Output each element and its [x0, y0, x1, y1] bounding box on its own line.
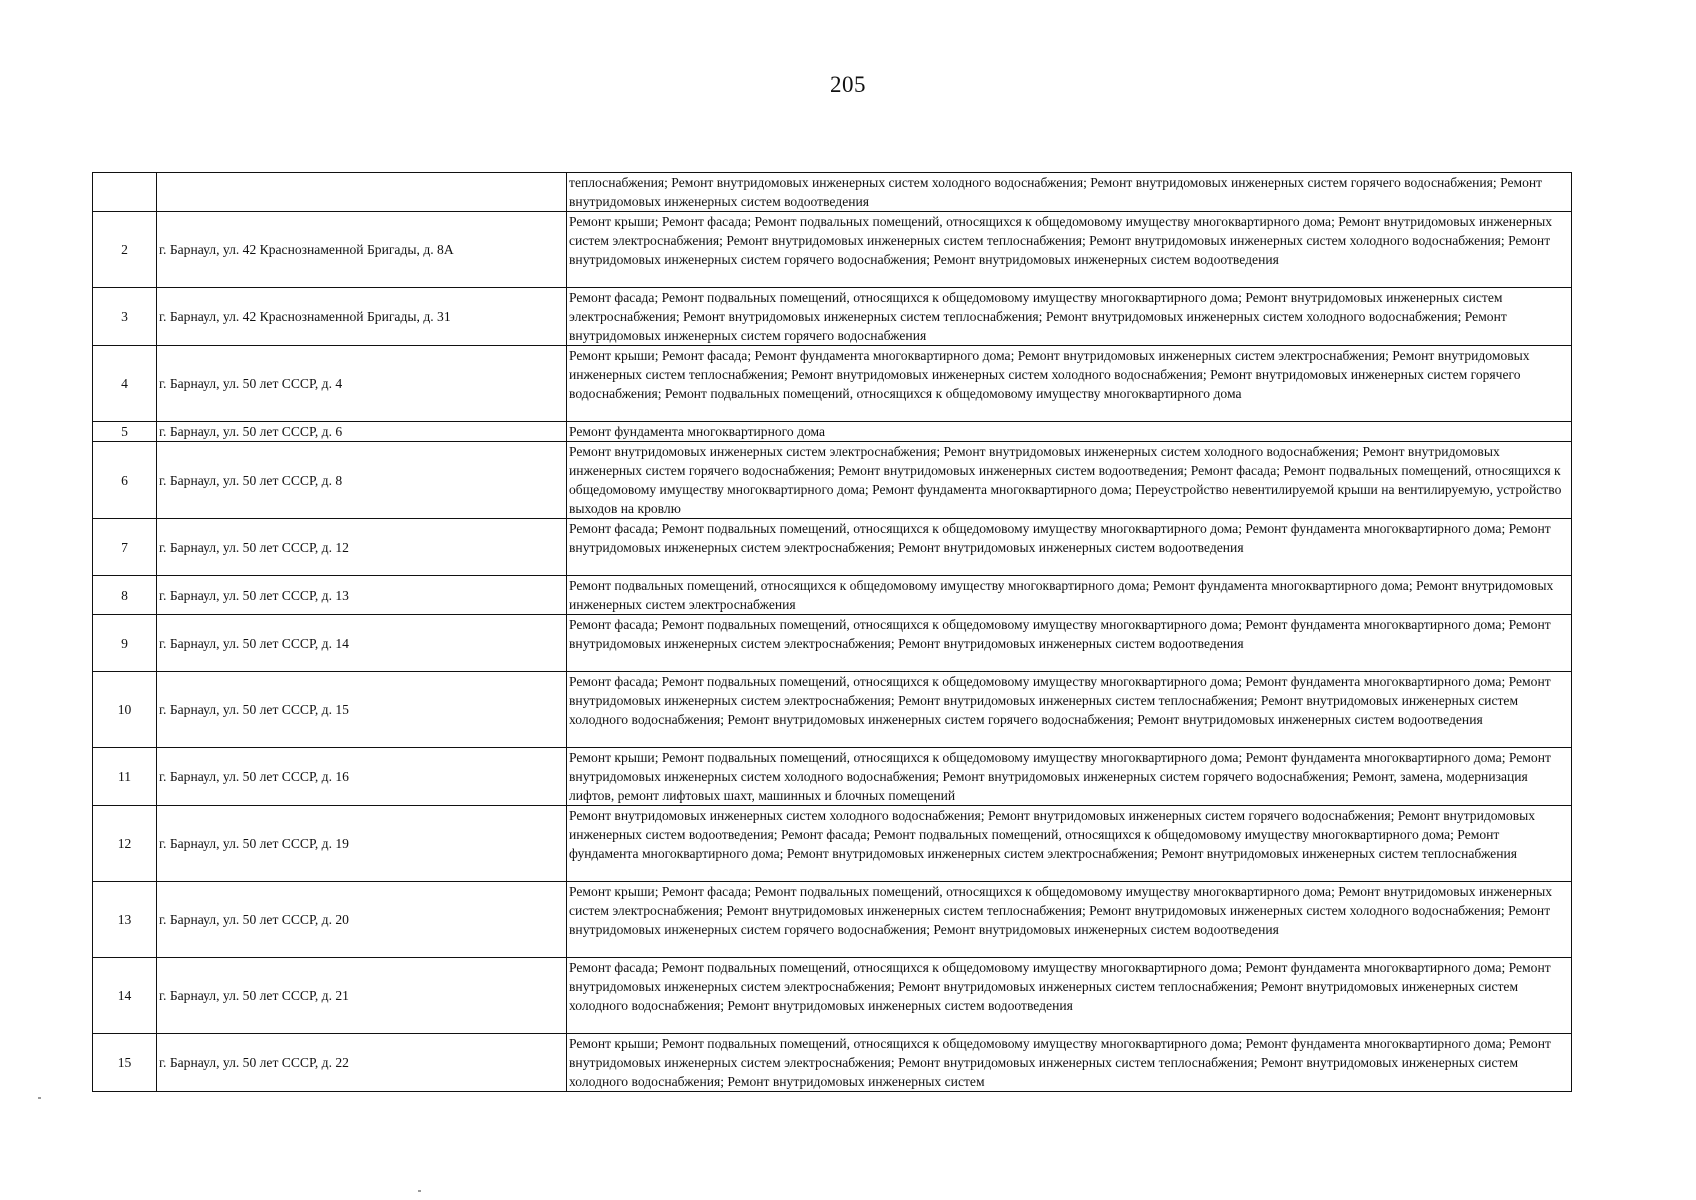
works-cell: Ремонт крыши; Ремонт фасада; Ремонт подвальных помещений, относящихся к общедомовому имуществу многоквартирного дома; Ремонт внутридомовых инженерных систем электроснабжения; Ремонт внутридомовых инженерных систем теплоснабжения; Ремонт внутридомовых инженерных систем холодного водоснабжения; Ремонт внутридомовых инженерных систем горячего водоснабжения; Ремонт внутридомовых инженерных систем водоотведения: [567, 882, 1572, 958]
row-number-cell: 2: [93, 212, 157, 288]
table-row: [93, 288, 1572, 346]
row-number-cell: 8: [93, 576, 157, 615]
address-cell: г. Барнаул, ул. 50 лет СССР, д. 8: [157, 442, 567, 519]
address-cell: г. Барнаул, ул. 50 лет СССР, д. 20: [157, 882, 567, 958]
table-row: [93, 806, 1572, 882]
table-row: [93, 173, 1572, 212]
repair-works-table: [92, 172, 1572, 1092]
works-cell: Ремонт крыши; Ремонт фасада; Ремонт фундамента многоквартирного дома; Ремонт внутридомовых инженерных систем электроснабжения; Ремонт внутридомовых инженерных систем теплоснабжения; Ремонт внутридомовых инженерных систем холодного водоснабжения; Ремонт внутридомовых инженерных систем горячего водоснабжения; Ремонт подвальных помещений, относящихся к общедомовому имуществу многоквартирного дома: [567, 346, 1572, 422]
works-cell: теплоснабжения; Ремонт внутридомовых инженерных систем холодного водоснабжения; Ремонт внутридомовых инженерных систем горячего водоснабжения; Ремонт внутридомовых инженерных систем водоотведения: [567, 173, 1572, 212]
table-row: [93, 1034, 1572, 1092]
table-row: [93, 346, 1572, 422]
address-cell: г. Барнаул, ул. 50 лет СССР, д. 14: [157, 615, 567, 672]
works-cell: Ремонт фасада; Ремонт подвальных помещений, относящихся к общедомовому имуществу многоквартирного дома; Ремонт внутридомовых инженерных систем электроснабжения; Ремонт внутридомовых инженерных систем теплоснабжения; Ремонт внутридомовых инженерных систем холодного водоснабжения; Ремонт внутридомовых инженерных систем горячего водоснабжения: [567, 288, 1572, 346]
table-row: [93, 212, 1572, 288]
works-cell: Ремонт подвальных помещений, относящихся к общедомовому имуществу многоквартирного дома; Ремонт фундамента многоквартирного дома; Ремонт внутридомовых инженерных систем электроснабжения: [567, 576, 1572, 615]
address-cell: г. Барнаул, ул. 50 лет СССР, д. 4: [157, 346, 567, 422]
address-cell: г. Барнаул, ул. 50 лет СССР, д. 15: [157, 672, 567, 748]
address-cell: г. Барнаул, ул. 50 лет СССР, д. 12: [157, 519, 567, 576]
table-row: [93, 576, 1572, 615]
address-cell: г. Барнаул, ул. 50 лет СССР, д. 13: [157, 576, 567, 615]
table-row: [93, 615, 1572, 672]
row-number-cell: 9: [93, 615, 157, 672]
row-number-cell: 11: [93, 748, 157, 806]
table-row: [93, 672, 1572, 748]
works-cell: Ремонт крыши; Ремонт подвальных помещений, относящихся к общедомовому имуществу многоквартирного дома; Ремонт фундамента многоквартирного дома; Ремонт внутридомовых инженерных систем холодного водоснабжения; Ремонт внутридомовых инженерных систем горячего водоснабжения; Ремонт, замена, модернизация лифтов, ремонт лифтовых шахт, машинных и блочных помещений: [567, 748, 1572, 806]
row-number-cell: 12: [93, 806, 157, 882]
scan-speck: [418, 1190, 421, 1192]
row-number-cell: [93, 173, 157, 212]
table-row: [93, 422, 1572, 442]
works-cell: Ремонт крыши; Ремонт подвальных помещений, относящихся к общедомовому имуществу многоквартирного дома; Ремонт фундамента многоквартирного дома; Ремонт внутридомовых инженерных систем электроснабжения; Ремонт внутридомовых инженерных систем теплоснабжения; Ремонт внутридомовых инженерных систем холодного водоснабжения; Ремонт внутридомовых инженерных систем: [567, 1034, 1572, 1092]
row-number-cell: 6: [93, 442, 157, 519]
row-number-cell: 13: [93, 882, 157, 958]
address-cell: г. Барнаул, ул. 42 Краснознаменной Бригады, д. 8А: [157, 212, 567, 288]
address-cell: г. Барнаул, ул. 50 лет СССР, д. 6: [157, 422, 567, 442]
row-number-cell: 5: [93, 422, 157, 442]
table-row: [93, 958, 1572, 1034]
page-number: 205: [830, 72, 866, 97]
works-cell: Ремонт фасада; Ремонт подвальных помещений, относящихся к общедомовому имуществу многоквартирного дома; Ремонт фундамента многоквартирного дома; Ремонт внутридомовых инженерных систем электроснабжения; Ремонт внутридомовых инженерных систем теплоснабжения; Ремонт внутридомовых инженерных систем холодного водоснабжения; Ремонт внутридомовых инженерных систем водоотведения: [567, 958, 1572, 1034]
address-cell: г. Барнаул, ул. 50 лет СССР, д. 22: [157, 1034, 567, 1092]
table-row: [93, 519, 1572, 576]
works-cell: Ремонт фасада; Ремонт подвальных помещений, относящихся к общедомовому имуществу многоквартирного дома; Ремонт фундамента многоквартирного дома; Ремонт внутридомовых инженерных систем электроснабжения; Ремонт внутридомовых инженерных систем водоотведения: [567, 615, 1572, 672]
row-number-cell: 14: [93, 958, 157, 1034]
works-cell: Ремонт крыши; Ремонт фасада; Ремонт подвальных помещений, относящихся к общедомовому имуществу многоквартирного дома; Ремонт внутридомовых инженерных систем электроснабжения; Ремонт внутридомовых инженерных систем теплоснабжения; Ремонт внутридомовых инженерных систем холодного водоснабжения; Ремонт внутридомовых инженерных систем горячего водоснабжения; Ремонт внутридомовых инженерных систем водоотведения: [567, 212, 1572, 288]
address-cell: г. Барнаул, ул. 50 лет СССР, д. 19: [157, 806, 567, 882]
works-cell: Ремонт фундамента многоквартирного дома: [567, 422, 1572, 442]
address-cell: [157, 173, 567, 212]
row-number-cell: 10: [93, 672, 157, 748]
works-cell: Ремонт внутридомовых инженерных систем электроснабжения; Ремонт внутридомовых инженерных систем холодного водоснабжения; Ремонт внутридомовых инженерных систем горячего водоснабжения; Ремонт внутридомовых инженерных систем водоотведения; Ремонт фасада; Ремонт подвальных помещений, относящихся к общедомовому имуществу многоквартирного дома; Ремонт фундамента многоквартирного дома; Переустройство невентилируемой крыши на вентилируемую, устройство выходов на кровлю: [567, 442, 1572, 519]
address-cell: г. Барнаул, ул. 50 лет СССР, д. 21: [157, 958, 567, 1034]
table-row: [93, 748, 1572, 806]
table-row: [93, 882, 1572, 958]
works-cell: Ремонт внутридомовых инженерных систем холодного водоснабжения; Ремонт внутридомовых инженерных систем горячего водоснабжения; Ремонт внутридомовых инженерных систем водоотведения; Ремонт фасада; Ремонт подвальных помещений, относящихся к общедомовому имуществу многоквартирного дома; Ремонт фундамента многоквартирного дома; Ремонт внутридомовых инженерных систем электроснабжения; Ремонт внутридомовых инженерных систем теплоснабжения: [567, 806, 1572, 882]
works-cell: Ремонт фасада; Ремонт подвальных помещений, относящихся к общедомовому имуществу многоквартирного дома; Ремонт фундамента многоквартирного дома; Ремонт внутридомовых инженерных систем электроснабжения; Ремонт внутридомовых инженерных систем водоотведения: [567, 519, 1572, 576]
table-row: [93, 442, 1572, 519]
works-cell: Ремонт фасада; Ремонт подвальных помещений, относящихся к общедомовому имуществу многоквартирного дома; Ремонт фундамента многоквартирного дома; Ремонт внутридомовых инженерных систем электроснабжения; Ремонт внутридомовых инженерных систем теплоснабжения; Ремонт внутридомовых инженерных систем холодного водоснабжения; Ремонт внутридомовых инженерных систем горячего водоснабжения; Ремонт внутридомовых инженерных систем водоотведения: [567, 672, 1572, 748]
row-number-cell: 3: [93, 288, 157, 346]
row-number-cell: 7: [93, 519, 157, 576]
row-number-cell: 15: [93, 1034, 157, 1092]
address-cell: г. Барнаул, ул. 50 лет СССР, д. 16: [157, 748, 567, 806]
address-cell: г. Барнаул, ул. 42 Краснознаменной Бригады, д. 31: [157, 288, 567, 346]
scan-speck: [38, 1097, 41, 1099]
row-number-cell: 4: [93, 346, 157, 422]
